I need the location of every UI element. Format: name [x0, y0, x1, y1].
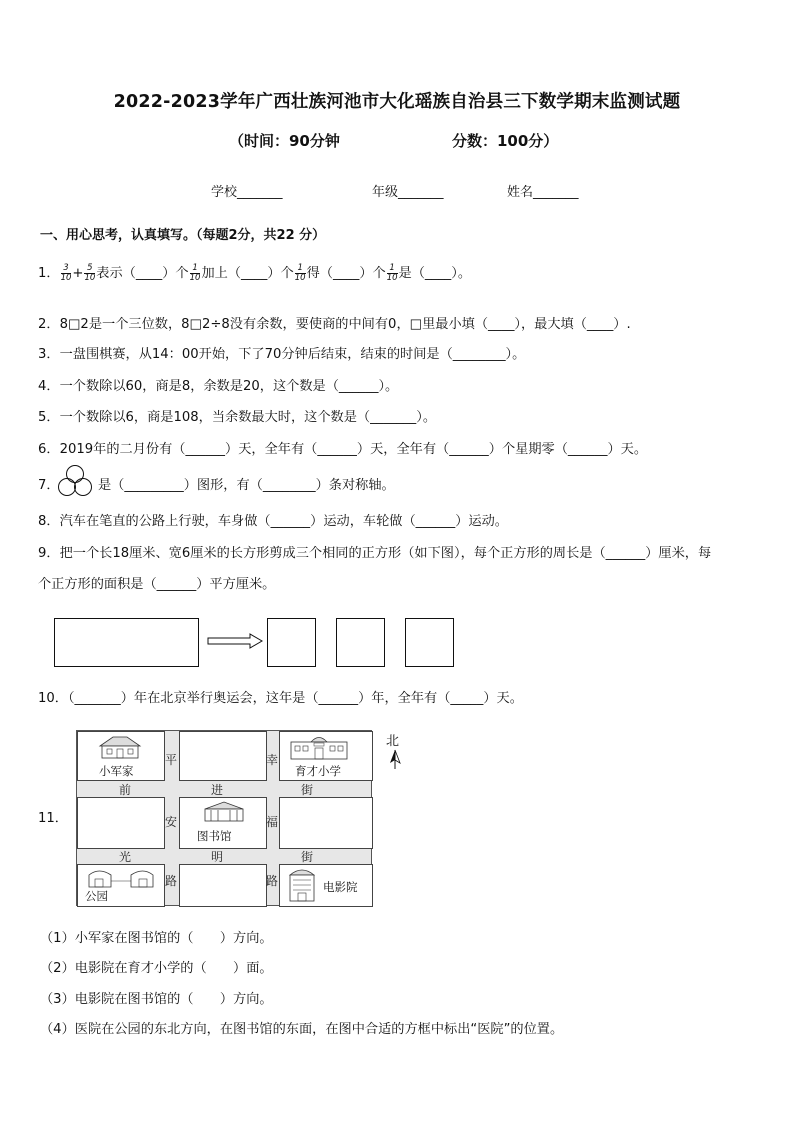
question-2: 2．8□2是一个三位数，8□2÷8没有余数，要使商的中间有0，□里最小填（____），最大填（____）. — [38, 317, 631, 332]
question-5: 5．一个数除以6，商是108，当余数最大时，这个数是（_______）。 — [38, 410, 437, 425]
section-heading: 一、用心思考，认真填写。（每题2分，共22 分） — [40, 228, 326, 243]
road-ming: 明 — [211, 850, 224, 864]
q11-number: 11． — [38, 811, 68, 826]
sub-question-1: （1）小军家在图书馆的（ ）方向。 — [40, 931, 273, 946]
q1-text-2: 加上（____）个 — [201, 266, 294, 281]
city-map — [76, 730, 372, 906]
question-1 — [38, 262, 471, 283]
q1-text-1: 表示（____）个 — [96, 266, 189, 281]
road-qian: 前 — [119, 783, 132, 797]
page-title: 2022-2023学年广西壮族河池市大化瑶族自治县三下数学期末监测试题 — [113, 92, 681, 112]
three-circles-figure — [57, 464, 93, 498]
fraction-3-10: $\frac{3}{10}$ — [60, 262, 72, 283]
road-an: 安 — [165, 815, 178, 829]
rectangle-figure — [54, 618, 199, 667]
label-cinema: 电影院 — [323, 880, 358, 894]
q7-number: 7． — [38, 478, 60, 493]
exam-time: （时间：90分钟 — [229, 132, 340, 150]
label-yucai-school: 育才小学 — [295, 764, 341, 778]
name-field: 姓名_______ — [507, 185, 579, 200]
road-lu-2: 路 — [266, 874, 279, 888]
q1-number: 1． — [38, 266, 60, 281]
library-building-icon — [201, 801, 247, 823]
school-building-icon — [287, 733, 351, 761]
exam-score: 分数：100分） — [452, 132, 559, 150]
question-10: 10．（_______）年在北京举行奥运会，这年是（______）年，全年有（_____）天。 — [38, 691, 523, 706]
road-jie-1: 街 — [301, 783, 314, 797]
plus-sign: + — [72, 266, 84, 281]
house-icon — [97, 734, 143, 760]
question-9-line-1: 9．把一个长18厘米、宽6厘米的长方形剪成三个相同的正方形（如下图），每个正方形的周长是（______）厘米，每 — [38, 546, 712, 561]
road-guang: 光 — [119, 850, 132, 864]
block-empty-middle-right — [279, 797, 373, 849]
park-gate-icon — [87, 867, 155, 889]
fraction-1-10: $\frac{1}{10}$ — [294, 262, 306, 283]
road-fu: 福 — [266, 815, 279, 829]
square-figure-2 — [336, 618, 385, 667]
north-arrow-icon — [389, 748, 401, 770]
road-jin: 进 — [211, 783, 224, 797]
fraction-1-10: $\frac{1}{10}$ — [189, 262, 201, 283]
fraction-1-10: $\frac{1}{10}$ — [386, 262, 398, 283]
road-xing: 幸 — [266, 753, 279, 767]
square-figure-1 — [267, 618, 316, 667]
road-lu-1: 路 — [165, 874, 178, 888]
question-7-text: 是（_________）图形，有（________）条对称轴。 — [98, 478, 395, 493]
square-figure-3 — [405, 618, 454, 667]
north-label: 北 — [386, 734, 400, 749]
sub-question-2: （2）电影院在育才小学的（ ）面。 — [40, 961, 273, 976]
label-library: 图书馆 — [197, 829, 232, 843]
label-xiaojun-home: 小军家 — [99, 764, 134, 778]
question-6: 6．2019年的二月份有（______）天，全年有（______）天，全年有（______）个星期零（______）天。 — [38, 442, 648, 457]
sub-question-3: （3）电影院在图书馆的（ ）方向。 — [40, 992, 273, 1007]
road-jie-2: 街 — [301, 850, 314, 864]
right-arrow-icon — [206, 633, 264, 649]
sub-question-4: （4）医院在公园的东北方向，在图书馆的东面，在图中合适的方框中标出“医院”的位置。 — [40, 1022, 564, 1037]
q1-text-3: 得（____）个 — [306, 266, 386, 281]
grade-field: 年级_______ — [372, 185, 444, 200]
school-field: 学校_______ — [211, 185, 283, 200]
question-3: 3．一盘围棋赛，从14：00开始，下了70分钟后结束，结束的时间是（________）。 — [38, 347, 526, 362]
question-9-line-2: 个正方形的面积是（______）平方厘米。 — [38, 577, 276, 592]
cinema-building-icon — [285, 865, 319, 903]
q1-text-4: 是（____）。 — [398, 266, 472, 281]
fraction-5-10: $\frac{5}{10}$ — [84, 262, 96, 283]
block-empty-bottom-middle — [179, 864, 267, 907]
question-4: 4．一个数除以60，商是8，余数是20，这个数是（______）。 — [38, 379, 399, 394]
block-empty-middle-left — [77, 797, 165, 849]
road-ping: 平 — [165, 753, 178, 767]
block-empty-top-middle — [179, 731, 267, 781]
question-8: 8．汽车在笔直的公路上行驶，车身做（______）运动，车轮做（______）运动。 — [38, 514, 508, 529]
label-park: 公园 — [85, 889, 108, 903]
